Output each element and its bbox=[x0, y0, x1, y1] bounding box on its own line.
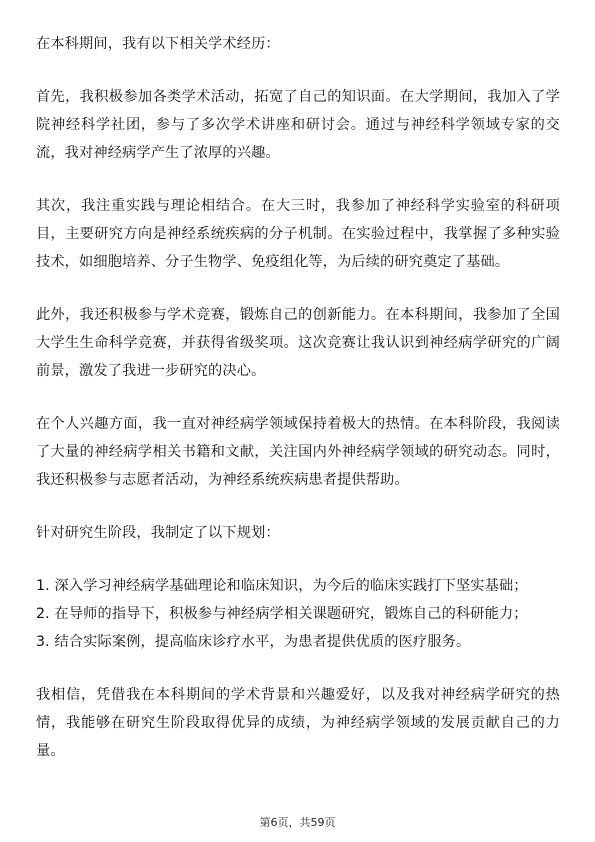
conclusion-paragraph: 我相信，凭借我在本科期间的学术背景和兴趣爱好，以及我对神经病学研究的热情，我能够在研究生阶段取得优异的成绩，为神经病学领域的发展贡献自己的力量。 bbox=[36, 687, 560, 759]
plan-list-item: 1. 深入学习神经病学基础理论和临床知识，为今后的临床实践打下坚实基础； bbox=[36, 578, 528, 594]
document-body bbox=[36, 30, 560, 790]
paragraph-academic-activities: 首先，我积极参加各类学术活动，拓宽了自己的知识面。在大学期间，我加入了学院神经科学社团，参与了多次学术讲座和研讨会。通过与神经科学领域专家的交流，我对神经病学产生了浓厚的兴趣。 bbox=[36, 89, 560, 161]
plan-list-item: 3. 结合实际案例，提高临床诊疗水平，为患者提供优质的医疗服务。 bbox=[36, 634, 471, 650]
paragraph-competition: 此外，我还积极参与学术竞赛，锻炼自己的创新能力。在本科期间，我参加了全国大学生生命科学竞赛，并获得省级奖项。这次竞赛让我认识到神经病学研究的广阔前景，激发了我进一步研究的决心。 bbox=[36, 307, 560, 379]
paragraph-interests: 在个人兴趣方面，我一直对神经病学领域保持着极大的热情。在本科阶段，我阅读了大量的神经病学相关书籍和文献，关注国内外神经病学领域的研究动态。同时，我还积极参与志愿者活动，为神经系统疾病患者提供帮助。 bbox=[36, 416, 560, 488]
page-number-footer: 第6页，共59页 bbox=[259, 816, 336, 829]
intro-paragraph: 在本科期间，我有以下相关学术经历： bbox=[36, 36, 280, 52]
plan-list-item: 2. 在导师的指导下，积极参与神经病学相关课题研究，锻炼自己的科研能力； bbox=[36, 606, 528, 622]
plan-list bbox=[36, 572, 560, 656]
plan-intro-paragraph: 针对研究生阶段，我制定了以下规划： bbox=[36, 525, 280, 541]
paragraph-practice: 其次，我注重实践与理论相结合。在大三时，我参加了神经科学实验室的科研项目，主要研究方向是神经系统疾病的分子机制。在实验过程中，我掌握了多种实验技术，如细胞培养、分子生物学、免疫组化等，为后续的研究奠定了基础。 bbox=[36, 198, 560, 270]
